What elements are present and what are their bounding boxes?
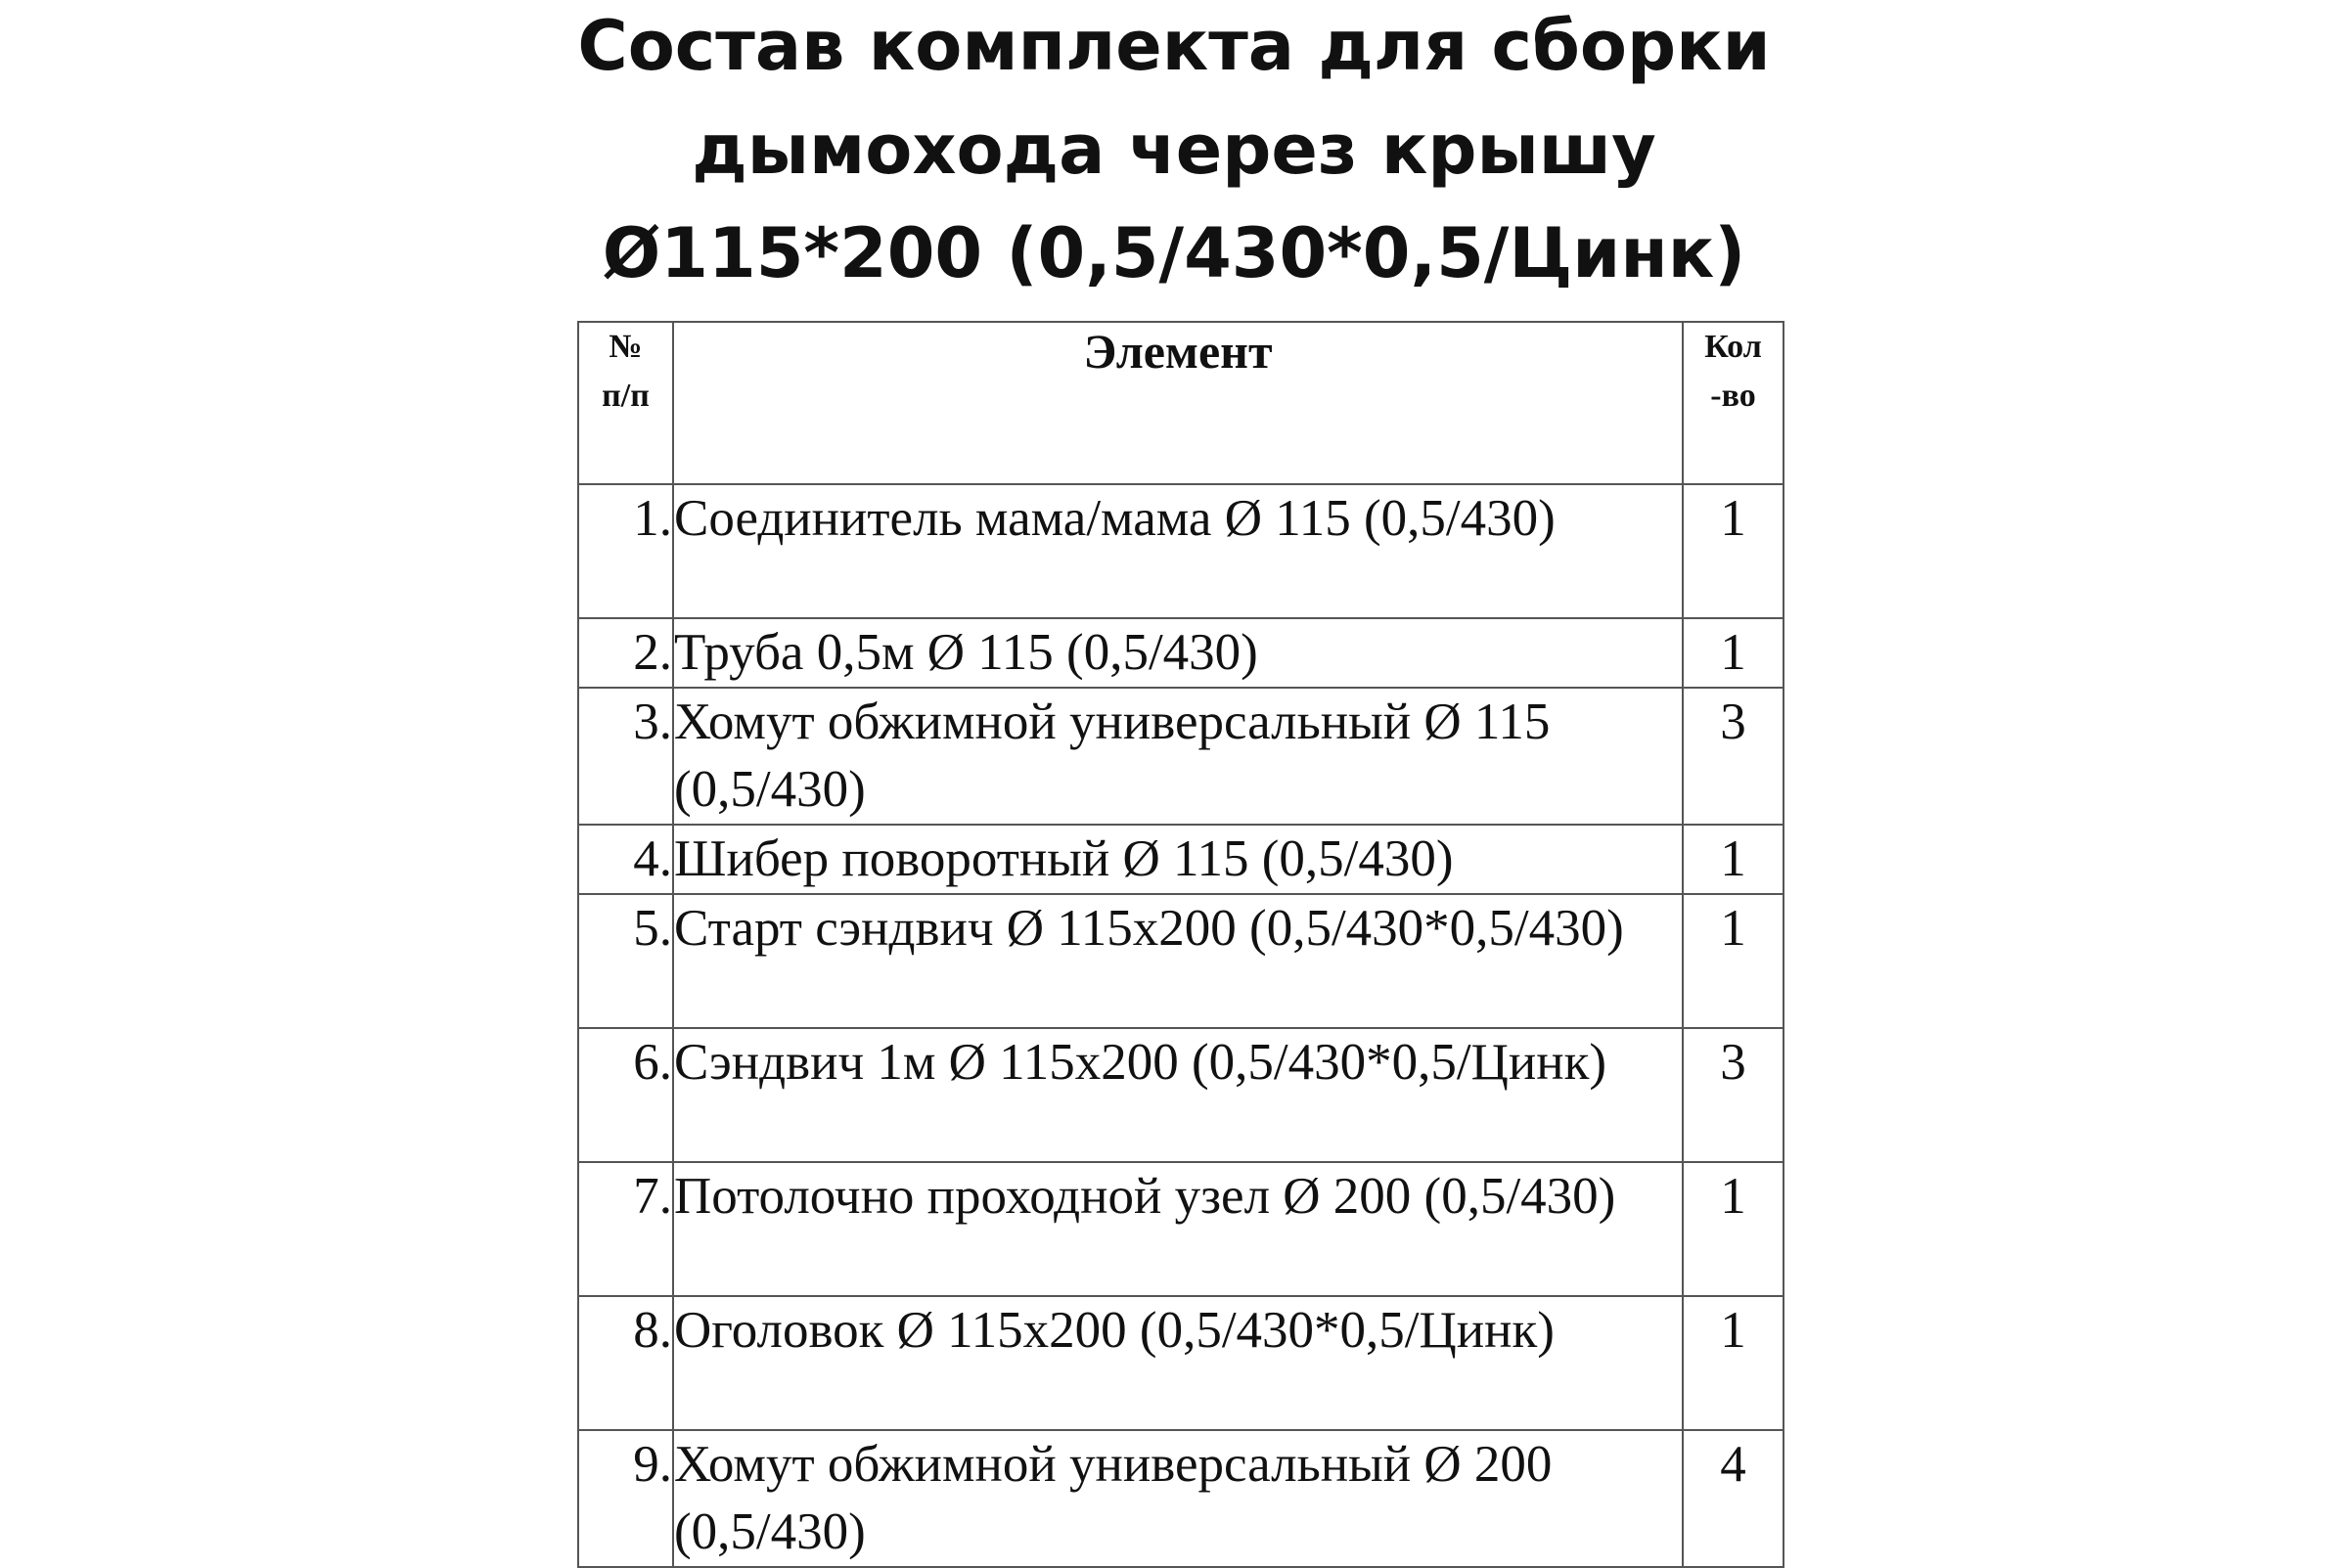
table-row	[578, 618, 1784, 688]
row-quantity: 1	[1683, 618, 1784, 688]
row-quantity: 1	[1683, 825, 1784, 894]
header-quantity-line-1: Кол	[1704, 329, 1762, 365]
row-number: 6.	[578, 1028, 673, 1162]
row-number: 9.	[578, 1430, 673, 1567]
row-quantity: 3	[1683, 688, 1784, 825]
row-element: Старт сэндвич Ø 115х200 (0,5/430*0,5/430)	[673, 894, 1683, 1028]
row-number: 5.	[578, 894, 673, 1028]
row-quantity: 1	[1683, 1296, 1784, 1430]
row-number: 4.	[578, 825, 673, 894]
table-row	[578, 825, 1784, 894]
title-line-1: Состав комплекта для сборки	[577, 6, 1771, 86]
row-number: 7.	[578, 1162, 673, 1296]
table-row	[578, 1028, 1784, 1162]
row-quantity: 1	[1683, 484, 1784, 618]
header-quantity	[1683, 322, 1784, 484]
row-quantity: 1	[1683, 1162, 1784, 1296]
table-row	[578, 1162, 1784, 1296]
row-element: Потолочно проходной узел Ø 200 (0,5/430)	[673, 1162, 1683, 1296]
row-number: 3.	[578, 688, 673, 825]
kit-composition-table	[577, 321, 1784, 1568]
table-row	[578, 688, 1784, 825]
table-header-row	[578, 322, 1784, 484]
table-row	[578, 1296, 1784, 1430]
header-number	[578, 322, 673, 484]
table-row	[578, 894, 1784, 1028]
row-element: Хомут обжимной универсальный Ø 200 (0,5/430)	[673, 1430, 1683, 1567]
row-element: Труба 0,5м Ø 115 (0,5/430)	[673, 618, 1683, 688]
header-number-line-1: №	[609, 329, 643, 365]
header-element: Элемент	[673, 322, 1683, 484]
table-row	[578, 1430, 1784, 1567]
row-element: Хомут обжимной универсальный Ø 115 (0,5/430)	[673, 688, 1683, 825]
row-element: Соединитель мама/мама Ø 115 (0,5/430)	[673, 484, 1683, 618]
page-title	[0, 0, 2348, 305]
row-quantity: 3	[1683, 1028, 1784, 1162]
header-number-line-2: п/п	[602, 378, 650, 414]
row-element: Оголовок Ø 115х200 (0,5/430*0,5/Цинк)	[673, 1296, 1683, 1430]
title-line-2: дымохода через крышу	[692, 110, 1656, 190]
row-element: Шибер поворотный Ø 115 (0,5/430)	[673, 825, 1683, 894]
table-row	[578, 484, 1784, 618]
row-number: 8.	[578, 1296, 673, 1430]
header-quantity-line-2: -во	[1710, 378, 1756, 414]
row-quantity: 1	[1683, 894, 1784, 1028]
row-quantity: 4	[1683, 1430, 1784, 1567]
row-number: 2.	[578, 618, 673, 688]
row-element: Сэндвич 1м Ø 115х200 (0,5/430*0,5/Цинк)	[673, 1028, 1683, 1162]
title-line-3: Ø115*200 (0,5/430*0,5/Цинк)	[602, 213, 1746, 293]
row-number: 1.	[578, 484, 673, 618]
